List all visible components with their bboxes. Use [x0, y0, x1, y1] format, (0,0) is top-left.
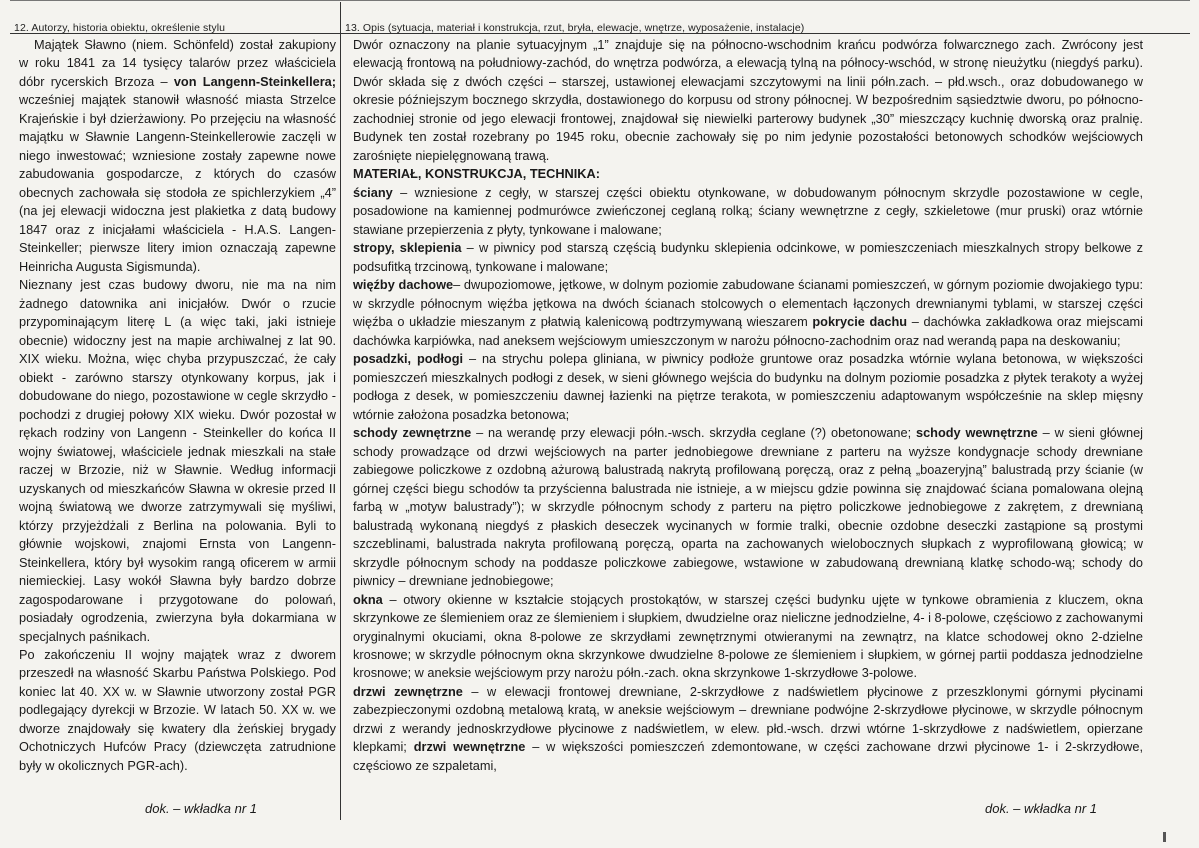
- right-footer-note: dok. – wkładka nr 1: [985, 801, 1098, 816]
- doors-entry: [353, 683, 1143, 775]
- entry-text: – w sieni głównej schody prowadzące od drzwi wejściowych na parter jednobiegowe drewniane z parteru na wyższe kondygnacje schody drewniane zabiegowe policzkowe z ozdobną ażurową balustradą nakrytą profilowaną poręczą, oraz z pełną „boazeryjną” balustradą przy ścianie (w górnej części biegu schodów ta przyścienna balustrada nie istnieje, a w miejscu gdzie powinna się znajdować ściana pomalowana olejną farbą w „motyw balustrady”); w skrzydle północnym schody z parteru na piętro policzkowe jednobiegowe z zakrętem, z drewnianą balustradą wykonaną niegdyś z płaskich deseczek wycinanych w formie tralki, obecnie ozdobne deseczki zastąpione są prostymi szczeblinami, balustrada nakryta profilowaną poręczą, oparta na zachowanych wielobocznych słupkach z wyprofilowaną głowicą; w skrzydle północnym schody na poddasze policzkowe zabiegowe, wstawione w zabudowaną drewnianą klatkę schodo-wą; schody do piwnicy – drewniane jednobiegowe;: [353, 425, 1143, 589]
- stairs-entry: [353, 424, 1143, 590]
- walls-entry: [353, 184, 1143, 239]
- right-column-header: 13. Opis (sytuacja, materiał i konstrukcja, rzut, bryła, elewacje, wnętrze, wyposażenie, instalacje): [345, 22, 805, 34]
- entry-label: drzwi zewnętrzne: [353, 683, 463, 699]
- entry-text: – w elewacji frontowej drewniane, 2-skrzydłowe z nadświetlem płycinowe z przeszklonymi górnymi płycinami zabezpieczonymi ozdobną metalową kratą, w aneksie wejściowym – drewniane podwójne 2-skrzydłowe płycinowe, w skrzydle północnym drzwi z werandy jednoskrzydłowe płycinowe z nadświetlem, w elew. płd.-wsch. drzwi wtórne 1-skrzydłowe z nadświetlem, opierzane klepkami;: [353, 683, 1143, 755]
- situation-paragraph: Dwór oznaczony na planie sytuacyjnym „1” znajduje się na północno-wschodnim krańcu podwórza folwarcznego zach. Zwrócony jest elewacją frontową na południowy-zachód, do wnętrza podwórza, a elewacją tylną na północy-wschód, w stronę nieużytku (niegdyś parku). Dwór składa się z dwóch części – starszej, ustawionej elewacjami szczytowymi na linii półn.zach. – płd.wsch., oraz dobudowanego w okresie późniejszym bocznego skrzydła, dostawionego do korpusu od strony północnej. W bezpośrednim sąsiedztwie dworu, po północno-zachodniej stronie od jego elewacji frontowej, znajdował się niewielki parterowy budynek „30” mieszczący kuchnię dworską oraz pralnię. Budynek ten został rozebrany po 1945 roku, obecnie zachowały się po nim jedynie pozostałości betonowych schodków wejściowych zarośnięte niepielęgnowaną trawą.: [353, 37, 1143, 163]
- left-column-header: 12. Autorzy, historia obiektu, określenie stylu: [14, 22, 226, 34]
- ceilings-entry: [353, 239, 1143, 276]
- history-text: wcześniej majątek stanowił własność miasta Strzelce Krajeńskie i był dzierżawiony. Po przejęciu na własność majątku w Sławnie Langenn-Steinkellerowie zaczęli w niego inwestować; wzniesione zostały zapewne nowe zabudowania gospodarcze, z których do czasów obecnych zachowała się stodoła ze spichlerzykiem „4” (na jej elewacji widoczna jest plakietka z datą budowy 1847 oraz z inicjałami właściciela - H.A.S. Langen-Steinkeller; pierwsze litery imion oznaczają zapewne Heinricha Augusta Sigismunda).: [19, 92, 336, 274]
- history-paragraph-1: [19, 36, 336, 276]
- entry-label: drzwi wewnętrzne: [413, 739, 526, 755]
- entry-text: – wzniesione z cegły, w starszej części obiektu otynkowane, w dobudowanym północnym skrzydle pozostawione w cegle, posadowione na kamiennej podmurówce zwieńczonej ceglaną rolką; ściany wewnętrzne z cegły, szkieletowe (mur pruski) oraz wtórnie stawiane przepierzenia z płyty, tynkowane i malowane;: [353, 184, 1143, 237]
- left-footer-note: dok. – wkładka nr 1: [145, 801, 258, 816]
- history-text: Majątek Sławno (niem. Schönfeld) został zakupiony w roku 1841 za 14 tysięcy talarów przez właściciela dóbr rycerskich Brzoza –: [19, 37, 336, 89]
- entry-label: okna: [353, 591, 383, 607]
- scan-mark: [1163, 832, 1166, 842]
- windows-entry: [353, 591, 1143, 683]
- entry-text: – dachówka zakładkowa oraz miejscami dachówka karpiówka, nad aneksem wejściowym umieszczonym w narożu północno-zachodnim oraz nad werandą papa na deskowaniu;: [353, 314, 1143, 348]
- entry-text: – w większości pomieszczeń zdemontowane, w części zachowane drzwi płycinowe 1- i 2-skrzydłowe, częściowo ze szpaletami,: [353, 739, 1143, 773]
- history-column: [19, 36, 336, 775]
- entry-label: schody zewnętrzne: [353, 425, 472, 441]
- entry-label: posadzki, podłogi: [353, 351, 464, 367]
- owner-name: von Langenn-Steinkellera;: [173, 73, 336, 89]
- entry-text: – otwory okienne w kształcie stojących prostokątów, w starszej części budynku ujęte w tynkowe obramienia z kluczem, okna skrzynkowe ze ślemieniem oraz ze ślemieniem i słupkiem, dwudzielne oraz nieliczne jednodzielne, 4- i 8-polowe, częściowo z zachowanymi oryginalnymi okuciami, okna 8-polowe ze skrzydłami zewnętrznymi otwieranymi na zewnątrz, na klatce schodowej okno 2-dzielne krosnowe; w skrzydle północnym okna skrzynkowe dwudzielne 8-polowe ze ślemieniem i słupkiem, w górnej partii poddasza jednodzielne krosnowe; w aneksie wejściowym przy narożu półn.-zach. okna skrzynkowe 1-skrzydłowe 3-polowe.: [353, 591, 1143, 681]
- entry-text: – w piwnicy pod starszą częścią budynku sklepienia odcinkowe, w pomieszczeniach mieszkalnych stropy belkowe z podsufitką trzcinową, tynkowane i malowane;: [353, 240, 1143, 274]
- entry-text: – na strychu polepa gliniana, w piwnicy podłoże gruntowe oraz posadzka wtórnie wylana betonowa, w większości pomieszczeń mieszkalnych podłogi z desek, w sieni głównego wejścia do budynku na dolnym poziomie posadzka z płytek terakoty a wyżej podłoga z desek, w pomieszczeniu dawnej łazienki na piętrze terakota, w pomieszczeniu adaptowanym współcześnie na sklep mięsny wtórnie założona posadzka betonowa;: [353, 351, 1143, 422]
- history-paragraph-2: Nieznany jest czas budowy dworu, nie ma na nim żadnego datownika ani inicjałów. Dwór o rzucie przypominającym literę L (a więc taki, jaki istnieje obecnie) widoczny jest na mapie archiwalnej z lat 90. XIX wieku. Można, więc chyba przypuszczać, że cały obiekt - zarówno starszy otynkowany korpus, jak i dobudowane do niego, pozostawione w cegle skrzydło - pochodzi z drugiej połowy XIX wieku. Dwór pozostał w rękach rodziny von Langenn - Steinkeller do końca II wojny światowej, właściciele jednak mieszkali na stałe raczej w Brzozie, niż w Sławnie. Według informacji uzyskanych od mieszkańców Sławna w okresie przed II wojną światową we dworze zatrzymywali się myśliwi, którzy przyjeżdżali z Berlina na polowania. Byli to głównie wojskowi, znajomi Ernsta von Langenn-Steinkellera, który był wysokim rangą oficerem w armii niemieckiej. Lasy wokół Sławna były bardzo dobrze zagospodarowane i przygotowane do polowań, posiadały ogrodzenia, zwierzyna była dokarmiana w specjalnych paśnikach.: [19, 277, 336, 644]
- roof-truss-entry: [353, 276, 1143, 350]
- section-title: MATERIAŁ, KONSTRUKCJA, TECHNIKA:: [353, 166, 600, 182]
- description-column: [353, 36, 1143, 775]
- history-paragraph-3: Po zakończeniu II wojny majątek wraz z dworem przeszedł na własność Skarbu Państwa Polskiego. Pod koniec lat 40. XX w. w Sławnie utworzony został PGR podlegający dyrekcji w Brzozie. W latach 50. XX w. we dworze znajdowały się kwatery dla żeńskiej brygady Ochotniczych Hufców Pracy (dziewczęta zatrudnione były w okolicznych PGR-ach).: [19, 646, 336, 773]
- entry-label: pokrycie dachu: [812, 314, 908, 330]
- entry-label: ściany: [353, 184, 393, 200]
- entry-text: – na werandę przy elewacji półn.-wsch. skrzydła ceglane (?) obetonowane;: [471, 425, 916, 441]
- column-divider: [340, 2, 341, 820]
- entry-label: więźby dachowe: [353, 277, 454, 293]
- floors-entry: [353, 350, 1143, 424]
- entry-label: schody wewnętrzne: [915, 425, 1038, 441]
- entry-label: stropy, sklepienia: [353, 240, 462, 256]
- top-border: [10, 0, 1190, 1]
- entry-text: – dwupoziomowe, jętkowe, w dolnym poziomie zabudowane ścianami pomieszczeń, w górnym poziomie dwojakiego typu: w skrzydle północnym więźba jętkowa na dwóch ścianach stolcowych o elementach łączonych drewnianymi tyblami, w starszej części więźba o układzie mieszanym z płatwią kalenicową podtrzymywaną wieszarem: [353, 277, 1143, 330]
